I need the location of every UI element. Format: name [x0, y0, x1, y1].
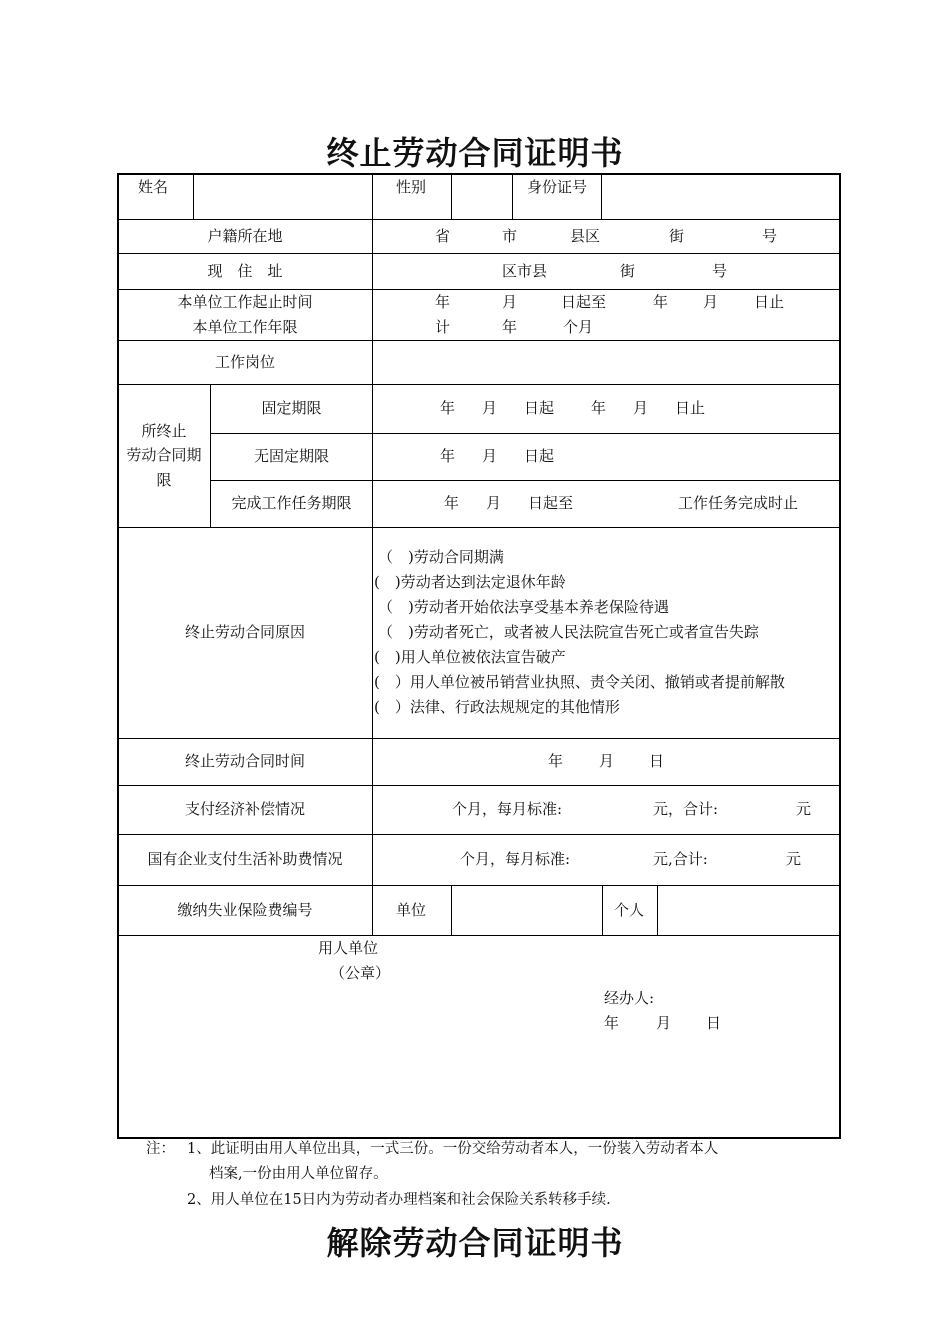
soe-subsidy-label: 国有企业支付生活补助费情况 — [147, 850, 343, 868]
reason-option[interactable]: ( )用人单位被依法宣告破产 — [374, 648, 566, 666]
second-page-title: 解除劳动合同证明书 — [326, 1224, 624, 1262]
nonfixed-day: 日起 — [524, 447, 555, 465]
term-group-label-3: 限 — [156, 471, 172, 489]
post-field[interactable] — [374, 342, 837, 383]
handler-label: 经办人: — [604, 989, 655, 1007]
huji-label: 户籍所在地 — [207, 227, 283, 245]
name-label: 姓名 — [138, 178, 169, 196]
end-time-label: 终止劳动合同时间 — [184, 752, 305, 770]
address-street: 街 — [620, 262, 636, 280]
huji-city: 市 — [502, 227, 518, 245]
row-divider — [117, 253, 839, 254]
sign-day: 日 — [706, 1014, 722, 1032]
col-divider — [372, 173, 373, 935]
post-label: 工作岗位 — [214, 353, 275, 371]
row-divider — [117, 738, 839, 739]
fixed-start-year: 年 — [440, 399, 456, 417]
work-end-day: 日止 — [754, 293, 785, 311]
work-start-year: 年 — [435, 293, 451, 311]
col-divider — [451, 885, 452, 935]
work-years-total: 计 — [435, 318, 451, 336]
col-divider — [193, 173, 194, 219]
address-district: 区市县 — [502, 262, 548, 280]
reason-option[interactable]: ( ）法律、行政法规规定的其他情形 — [374, 698, 620, 716]
page-title: 终止劳动合同证明书 — [326, 134, 624, 172]
work-start-day: 日起至 — [561, 293, 607, 311]
sign-month: 月 — [656, 1014, 672, 1032]
work-start-month: 月 — [502, 293, 518, 311]
unemployment-insurance-label: 缴纳失业保险费编号 — [177, 901, 313, 919]
gender-field[interactable] — [453, 175, 511, 218]
work-years-label: 本单位工作年限 — [192, 318, 298, 336]
row-divider — [117, 219, 839, 220]
reason-option[interactable]: （ )劳动者开始依法享受基本养老保险待遇 — [378, 598, 669, 616]
row-divider — [117, 384, 839, 385]
soe-months: 个月，每月标准: — [460, 850, 571, 868]
fixed-start-month: 月 — [482, 399, 498, 417]
work-end-month: 月 — [703, 293, 719, 311]
employer-label: 用人单位 — [318, 939, 379, 957]
name-field[interactable] — [195, 175, 371, 218]
note-2: 2、用人单位在15日内为劳动者办理档案和社会保险关系转移手续. — [187, 1192, 611, 1208]
sign-year: 年 — [604, 1014, 620, 1032]
nonfixed-year: 年 — [440, 447, 456, 465]
compensation-label: 支付经济补偿情况 — [184, 800, 305, 818]
id-field[interactable] — [603, 175, 837, 218]
row-divider — [117, 935, 839, 936]
unit-number-field[interactable] — [453, 887, 601, 934]
reason-option[interactable]: （ )劳动合同期满 — [378, 548, 504, 566]
work-years-month: 个月 — [563, 318, 594, 336]
soe-unit: 元 — [786, 850, 802, 868]
personal-label: 个人 — [614, 901, 645, 919]
reason-option[interactable]: ( )劳动者达到法定退休年龄 — [374, 573, 566, 591]
comp-months: 个月，每月标准: — [452, 800, 563, 818]
col-divider — [657, 885, 658, 935]
address-label: 现 住 址 — [207, 262, 283, 280]
fixed-end-day: 日止 — [675, 399, 706, 417]
comp-total: 元，合计: — [653, 800, 719, 818]
task-month: 月 — [486, 494, 502, 512]
fixed-end-year: 年 — [591, 399, 607, 417]
work-time-label: 本单位工作起止时间 — [177, 293, 313, 311]
task-year: 年 — [444, 494, 460, 512]
comp-unit: 元 — [796, 800, 812, 818]
address-number: 号 — [712, 262, 728, 280]
row-divider — [117, 834, 839, 835]
huji-province: 省 — [435, 227, 451, 245]
seal-label: （公章） — [330, 964, 391, 982]
row-divider — [210, 480, 839, 481]
task-day: 日起至 — [528, 494, 574, 512]
term-group-label-2: 劳动合同期 — [126, 446, 202, 464]
end-year: 年 — [548, 752, 564, 770]
notes-prefix: 注： — [146, 1141, 175, 1157]
col-divider — [512, 173, 513, 219]
row-divider — [117, 527, 839, 528]
row-divider — [117, 885, 839, 886]
row-divider — [117, 289, 839, 290]
term-group-label-1: 所终止 — [141, 422, 187, 440]
id-label: 身份证号 — [527, 178, 588, 196]
row-divider — [210, 433, 839, 434]
col-divider — [451, 173, 452, 219]
end-day: 日 — [649, 752, 665, 770]
unit-label: 单位 — [396, 901, 427, 919]
work-end-year: 年 — [653, 293, 669, 311]
huji-street: 街 — [669, 227, 685, 245]
note-1: 1、此证明由用人单位出具，一式三份。一份交给劳动者本人，一份装入劳动者本人 — [187, 1141, 719, 1157]
work-years-year: 年 — [502, 318, 518, 336]
reason-label: 终止劳动合同原因 — [184, 623, 305, 641]
task-term-label: 完成工作任务期限 — [231, 494, 352, 512]
col-divider — [602, 885, 603, 935]
nonfixed-term-label: 无固定期限 — [253, 447, 329, 465]
end-month: 月 — [599, 752, 615, 770]
fixed-start-day: 日起 — [524, 399, 555, 417]
fixed-term-label: 固定期限 — [261, 399, 322, 417]
task-complete: 工作任务完成时止 — [678, 494, 799, 512]
nonfixed-month: 月 — [482, 447, 498, 465]
row-divider — [117, 785, 839, 786]
gender-label: 性别 — [396, 178, 427, 196]
row-divider — [117, 340, 839, 341]
reason-option[interactable]: （ )劳动者死亡，或者被人民法院宣告死亡或者宣告失踪 — [378, 623, 759, 641]
reason-option[interactable]: ( ）用人单位被吊销营业执照、责令关闭、撤销或者提前解散 — [374, 673, 785, 691]
col-divider — [601, 173, 602, 219]
personal-number-field[interactable] — [659, 887, 837, 934]
soe-total: 元,合计: — [653, 850, 708, 868]
fixed-end-month: 月 — [633, 399, 649, 417]
note-1-continued: 档案,一份由用人单位留存。 — [209, 1166, 388, 1182]
huji-number: 号 — [762, 227, 778, 245]
huji-county: 县区 — [570, 227, 601, 245]
